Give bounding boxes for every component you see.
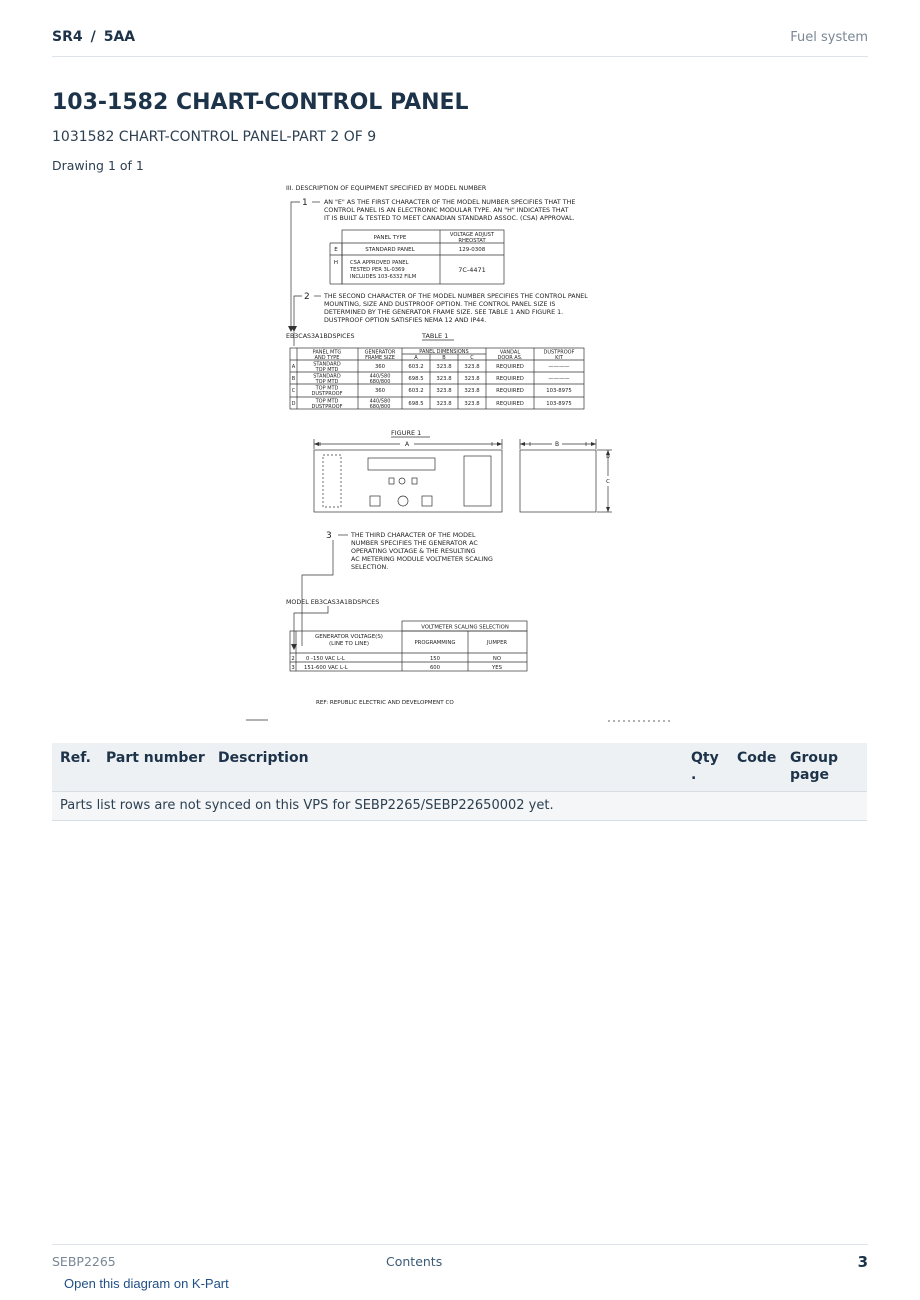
- panel-type-header: PANEL TYPE: [373, 235, 407, 241]
- column-group-line-2: page: [790, 767, 829, 783]
- table-1-row-kit: 103-8975: [546, 388, 572, 394]
- table-1-row-mtg-1: STANDARD: [313, 373, 341, 380]
- table-1-header-dust-2: KIT: [555, 355, 563, 361]
- column-group-page: [790, 750, 838, 784]
- model-code-2: MODEL EB3CAS3A1BDSPICES: [286, 599, 380, 606]
- diagram-heading: III. DESCRIPTION OF EQUIPMENT SPECIFIED BY MODEL NUMBER: [286, 185, 487, 192]
- table-1-row-code: D: [291, 401, 296, 407]
- voltmeter-header-jumper: JUMPER: [486, 640, 508, 646]
- voltmeter-row-programming: 150: [429, 656, 441, 662]
- voltmeter-table-leader: [294, 606, 328, 648]
- drawing-count: Drawing 1 of 1: [52, 158, 144, 173]
- table-1-row-mtg-1: TOP MTD: [315, 398, 339, 405]
- breadcrumb-separator: /: [90, 29, 96, 45]
- voltmeter-row-code: 2: [291, 656, 295, 662]
- row-e-type: STANDARD PANEL: [365, 247, 415, 253]
- note-3-line-3: OPERATING VOLTAGE & THE RESULTING: [351, 548, 476, 555]
- table-1-row-b: 323.8: [436, 376, 452, 382]
- table-1-header-a: A: [414, 355, 418, 361]
- parts-table-header: [52, 743, 867, 792]
- column-code: Code: [737, 750, 777, 766]
- voltmeter-table: [290, 621, 527, 671]
- kpart-link[interactable]: Open this diagram on K-Part: [64, 1276, 229, 1291]
- callout-3-leader: [302, 540, 333, 646]
- table-1-row-code: B: [291, 376, 296, 382]
- section-label: Fuel system: [790, 30, 868, 45]
- voltmeter-row-voltage: 151-600 VAC L-L: [304, 665, 348, 671]
- voltmeter-row-jumper: NO: [492, 656, 502, 662]
- voltmeter-header-scaling: VOLTMETER SCALING SELECTION: [421, 624, 509, 631]
- table-1-row-vandal: REQUIRED: [496, 364, 524, 370]
- note-3-line-5: SELECTION.: [351, 564, 389, 571]
- table-1-header-vandal-2: DOOR AS.: [497, 355, 523, 361]
- voltmeter-row-programming: 600: [429, 665, 441, 671]
- figure-1-label: FIGURE 1: [391, 429, 422, 437]
- table-1-row-mtg-2: DUSTPROOF: [311, 391, 343, 397]
- table-1-row-gen-2: 680/800: [369, 404, 391, 410]
- table-1-header-vandal-1: VANDAL: [499, 349, 521, 356]
- table-1-header-dust-1: DUSTPROOF: [543, 349, 575, 356]
- note-2-line-1: THE SECOND CHARACTER OF THE MODEL NUMBER SPECIFIES THE CONTROL PANEL: [324, 293, 588, 300]
- column-description: Description: [218, 750, 309, 766]
- column-qty-line-1: Qty: [691, 750, 719, 766]
- table-1-header-mtg-1: PANEL MTG: [312, 349, 342, 356]
- figure-1-front-view: [314, 439, 502, 512]
- table-1-row-gen-1: 360: [374, 388, 386, 394]
- table-1-row-gen-1: 360: [374, 364, 386, 370]
- voltage-header-1: VOLTAGE ADJUST: [449, 232, 495, 238]
- table-1-row-kit: 103-8975: [546, 401, 572, 407]
- table-1-row-code: C: [291, 388, 296, 394]
- table-1-row-gen-2: 680/800: [369, 379, 391, 385]
- table-1-row-kit: ————: [548, 364, 570, 370]
- figure-1-side-view: [520, 439, 612, 512]
- table-1-header-mtg-2: AND TYPE: [314, 355, 340, 361]
- breadcrumb: [52, 29, 135, 45]
- note-3-line-1: THE THIRD CHARACTER OF THE MODEL: [351, 532, 476, 539]
- callout-3-number: 3: [326, 531, 332, 541]
- document-code: SEBP2265: [52, 1254, 116, 1269]
- dimension-a-label: A: [404, 441, 410, 448]
- row-h-value: 7C-4471: [458, 266, 486, 274]
- column-group-line-1: Group: [790, 750, 839, 766]
- note-2-line-3: DETERMINED BY THE GENERATOR FRAME SIZE. SEE TABLE 1 AND FIGURE 1.: [324, 309, 564, 316]
- voltmeter-header-gen-1: GENERATOR VOLTAGE(S): [315, 634, 383, 640]
- table-1-row-b: 323.8: [436, 364, 452, 370]
- note-1-line-2: CONTROL PANEL IS AN ELECTRONIC MODULAR TYPE. AN "H" INDICATES THAT: [324, 207, 569, 214]
- note-1-line-1: AN "E" AS THE FIRST CHARACTER OF THE MODEL NUMBER SPECIFIES THAT THE: [324, 199, 576, 206]
- table-1-header-gen-2: FRAME SIZE: [365, 355, 395, 361]
- table-1-row-c: 323.8: [464, 364, 480, 370]
- dimension-c-label: C: [606, 479, 610, 485]
- table-1-row-c: 323.8: [464, 388, 480, 394]
- table-1-row-mtg-2: TOP MTD: [315, 367, 339, 373]
- callout-2-number: 2: [304, 292, 310, 302]
- table-1-row-a: 698.5: [408, 401, 424, 407]
- row-e-value: 129-0308: [458, 247, 486, 253]
- row-e-code: E: [334, 247, 338, 253]
- diagram-reference: REF: REPUBLIC ELECTRIC AND DEVELOPMENT CO: [316, 700, 454, 706]
- table-1-row-c: 323.8: [464, 401, 480, 407]
- column-qty: [691, 750, 719, 784]
- table-1: [290, 348, 584, 410]
- voltmeter-header-gen-2: (LINE TO LINE): [328, 641, 370, 647]
- table-1-row-code: A: [291, 364, 296, 370]
- model-code-1: EB3CAS3A1BDSPICES: [286, 333, 355, 340]
- page-header: [52, 26, 868, 57]
- table-1-header-b: B: [442, 355, 446, 361]
- note-3-line-2: NUMBER SPECIFIES THE GENERATOR AC: [351, 540, 478, 547]
- table-1-row-a: 603.2: [408, 364, 424, 370]
- table-1-row-vandal: REQUIRED: [496, 401, 524, 407]
- callout-2-leader: [294, 296, 302, 330]
- note-2-line-2: MOUNTING, SIZE AND DUSTPROOF OPTION. THE CONTROL PANEL SIZE IS: [324, 301, 556, 308]
- table-1-row-c: 323.8: [464, 376, 480, 382]
- voltmeter-row-voltage: 0 -150 VAC L-L: [306, 656, 345, 662]
- parts-diagram[interactable]: [240, 178, 690, 726]
- table-1-row-b: 323.8: [436, 388, 452, 394]
- table-1-row-gen-1: 440/580: [369, 373, 391, 380]
- table-1-label: TABLE 1: [422, 332, 449, 340]
- page-number: 3: [857, 1253, 868, 1271]
- dimension-b-label: B: [554, 441, 560, 448]
- contents-link[interactable]: Contents: [386, 1254, 443, 1269]
- table-1-row-vandal: REQUIRED: [496, 388, 524, 394]
- table-1-header-dims: PANEL DIMENSIONS: [419, 349, 469, 355]
- row-h-code: H: [333, 260, 339, 266]
- note-3-line-4: AC METERING MODULE VOLTMETER SCALING: [351, 556, 493, 563]
- callout-1-number: 1: [302, 198, 308, 208]
- table-1-row-a: 698.5: [408, 376, 424, 382]
- table-1-row-gen-1: 440/580: [369, 398, 391, 405]
- voltmeter-header-programming: PROGRAMMING: [414, 640, 456, 646]
- table-1-row-mtg-1: TOP MTD: [315, 385, 339, 392]
- parts-sync-message: Parts list rows are not synced on this VPS for SEBP2265/SEBP22650002 yet.: [52, 792, 867, 821]
- callout-1-leader: [291, 202, 300, 330]
- table-1-row-mtg-2: TOP MTD: [315, 379, 339, 385]
- voltmeter-row-jumper: YES: [492, 665, 502, 671]
- table-1-row-mtg-2: DUSTPROOF: [311, 404, 343, 410]
- voltmeter-row-code: 3: [291, 665, 295, 671]
- table-1-row-vandal: REQUIRED: [496, 376, 524, 382]
- column-ref: Ref.: [60, 750, 91, 766]
- dimension-d-label: D: [606, 455, 610, 460]
- table-1-row-mtg-1: STANDARD: [313, 361, 341, 368]
- row-h-line-1: CSA APPROVED PANEL: [350, 260, 409, 266]
- table-1-row-b: 323.8: [436, 401, 452, 407]
- parts-table: [52, 743, 867, 821]
- page-title: 103-1582 CHART-CONTROL PANEL: [52, 90, 469, 115]
- page-subtitle: 1031582 CHART-CONTROL PANEL-PART 2 OF 9: [52, 129, 377, 145]
- note-1-line-3: IT IS BUILT & TESTED TO MEET CANADIAN STANDARD ASSOC. (CSA) APPROVAL.: [324, 215, 575, 222]
- row-h-line-3: INCLUDES 103-6332 FILM: [350, 274, 417, 280]
- breadcrumb-model[interactable]: SR4: [52, 29, 83, 45]
- breadcrumb-arrangement[interactable]: 5AA: [103, 29, 136, 45]
- table-1-row-a: 603.2: [408, 388, 424, 394]
- panel-type-table: [330, 230, 504, 284]
- column-part-number: Part number: [106, 750, 205, 766]
- note-2-line-4: DUSTPROOF OPTION SATISFIES NEMA 12 AND IP44.: [324, 317, 487, 324]
- row-h-line-2: TESTED PER 3L-0369: [350, 267, 405, 273]
- table-1-header-c: C: [470, 355, 474, 361]
- table-1-header-gen-1: GENERATOR: [364, 349, 396, 356]
- column-qty-line-2: .: [691, 767, 697, 783]
- voltage-header-2: RHEOSTAT: [458, 238, 486, 244]
- table-1-row-kit: ————: [548, 376, 570, 382]
